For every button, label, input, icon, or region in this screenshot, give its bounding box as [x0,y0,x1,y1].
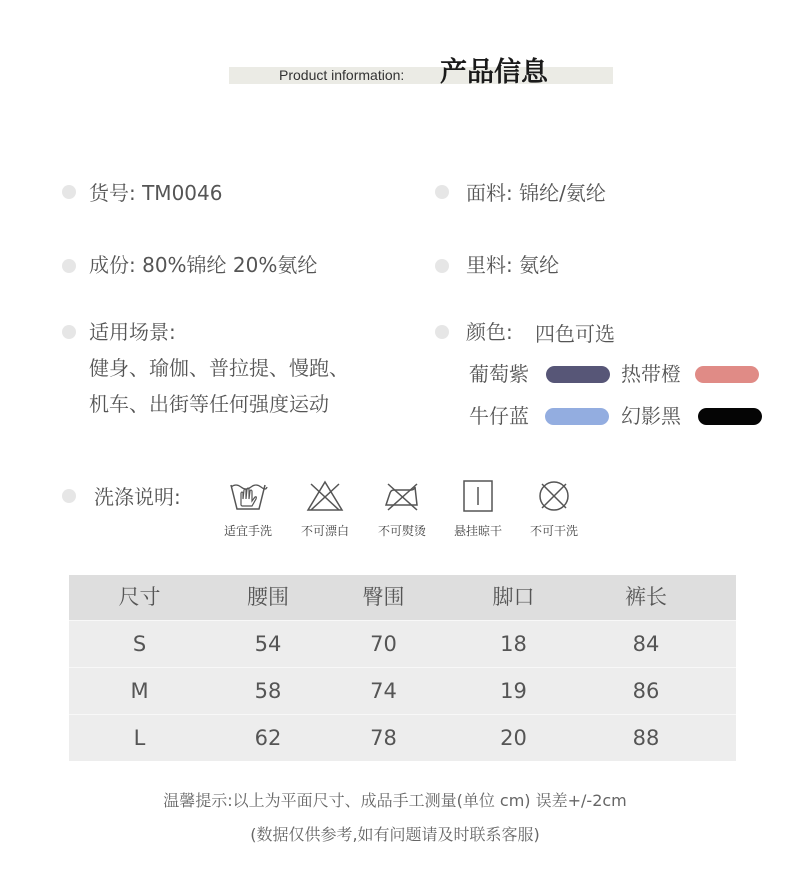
table-cell: 20 [500,725,527,750]
color-label: 颜色: [466,320,513,344]
table-cell: 18 [500,631,527,656]
table-cell: 70 [370,631,397,656]
color-name-phantom-black: 幻影黑 [621,404,681,428]
care-label-hang-dry: 悬挂晾干 [453,524,502,538]
header-waist: 腰围 [247,585,289,609]
care-no-dry-clean [514,479,594,539]
header-hem: 脚口 [492,585,535,609]
fabric: 面料: 锦纶/氨纶 [466,181,606,205]
table-row [69,667,736,714]
measurement-note: 温馨提示:以上为平面尺寸、成品手工测量(单位 cm) 误差+/-2cm [163,791,627,810]
table-cell: 54 [254,631,282,656]
hand-wash-icon [228,479,268,513]
care-label: 洗涤说明: [94,485,181,509]
size-table [69,575,736,761]
scenes-label: 适用场景: [89,320,176,344]
care-label-hand-wash: 适宜手洗 [223,524,272,538]
table-cell: 78 [370,725,397,750]
bullet-icon [435,185,449,199]
scenes-text [89,350,349,422]
care-label-no-bleach: 不可漂白 [300,524,349,538]
care-hang-dry [438,479,518,539]
bullet-icon [62,185,76,199]
bullet-icon [435,259,449,273]
swatch-phantom-black [698,408,762,425]
disclaimer-note: (数据仅供参考,如有问题请及时联系客服) [250,825,540,844]
swatch-grape-purple [546,366,610,383]
size-table-header [69,575,736,620]
no-bleach-icon [305,479,345,513]
header-length: 裤长 [625,585,667,609]
care-no-bleach [285,479,365,539]
title-english: Product information: [279,67,405,83]
table-cell: 58 [254,678,282,703]
composition: 成份: 80%锦纶 20%氨纶 [89,253,318,277]
table-cell: 86 [632,678,660,703]
hang-dry-icon [458,479,498,513]
care-label-no-iron: 不可熨烫 [377,524,426,538]
header-size: 尺寸 [118,585,161,609]
table-cell: 62 [254,725,282,750]
table-cell: M [130,678,149,703]
table-row [69,620,736,667]
table-cell: S [132,631,147,656]
table-row [69,714,736,761]
care-label-no-dry-clean: 不可干洗 [529,524,578,538]
item-number: 货号: TM0046 [89,181,223,205]
care-no-iron [362,479,442,539]
scenes-line: 机车、出街等任何强度运动 [89,392,329,416]
bullet-icon [435,325,449,339]
bullet-icon [62,489,76,503]
color-value: 四色可选 [535,322,615,346]
table-cell: 88 [632,725,660,750]
table-cell: 74 [370,678,397,703]
bullet-icon [62,259,76,273]
page-title: 产品信息 [440,57,548,88]
no-iron-icon [382,479,422,513]
bullet-icon [62,325,76,339]
swatch-denim-blue [545,408,609,425]
color-name-grape-purple: 葡萄紫 [469,362,529,386]
color-name-denim-blue: 牛仔蓝 [469,404,529,428]
table-cell: L [133,725,146,750]
scenes-line: 健身、瑜伽、普拉提、慢跑、 [89,356,349,380]
table-cell: 19 [500,678,527,703]
lining: 里料: 氨纶 [466,253,560,277]
header-hip: 臀围 [362,585,405,609]
care-hand-wash [208,479,288,539]
swatch-tropical-orange [695,366,759,383]
color-name-tropical-orange: 热带橙 [621,362,681,386]
no-dry-clean-icon [534,479,574,513]
table-cell: 84 [632,631,660,656]
